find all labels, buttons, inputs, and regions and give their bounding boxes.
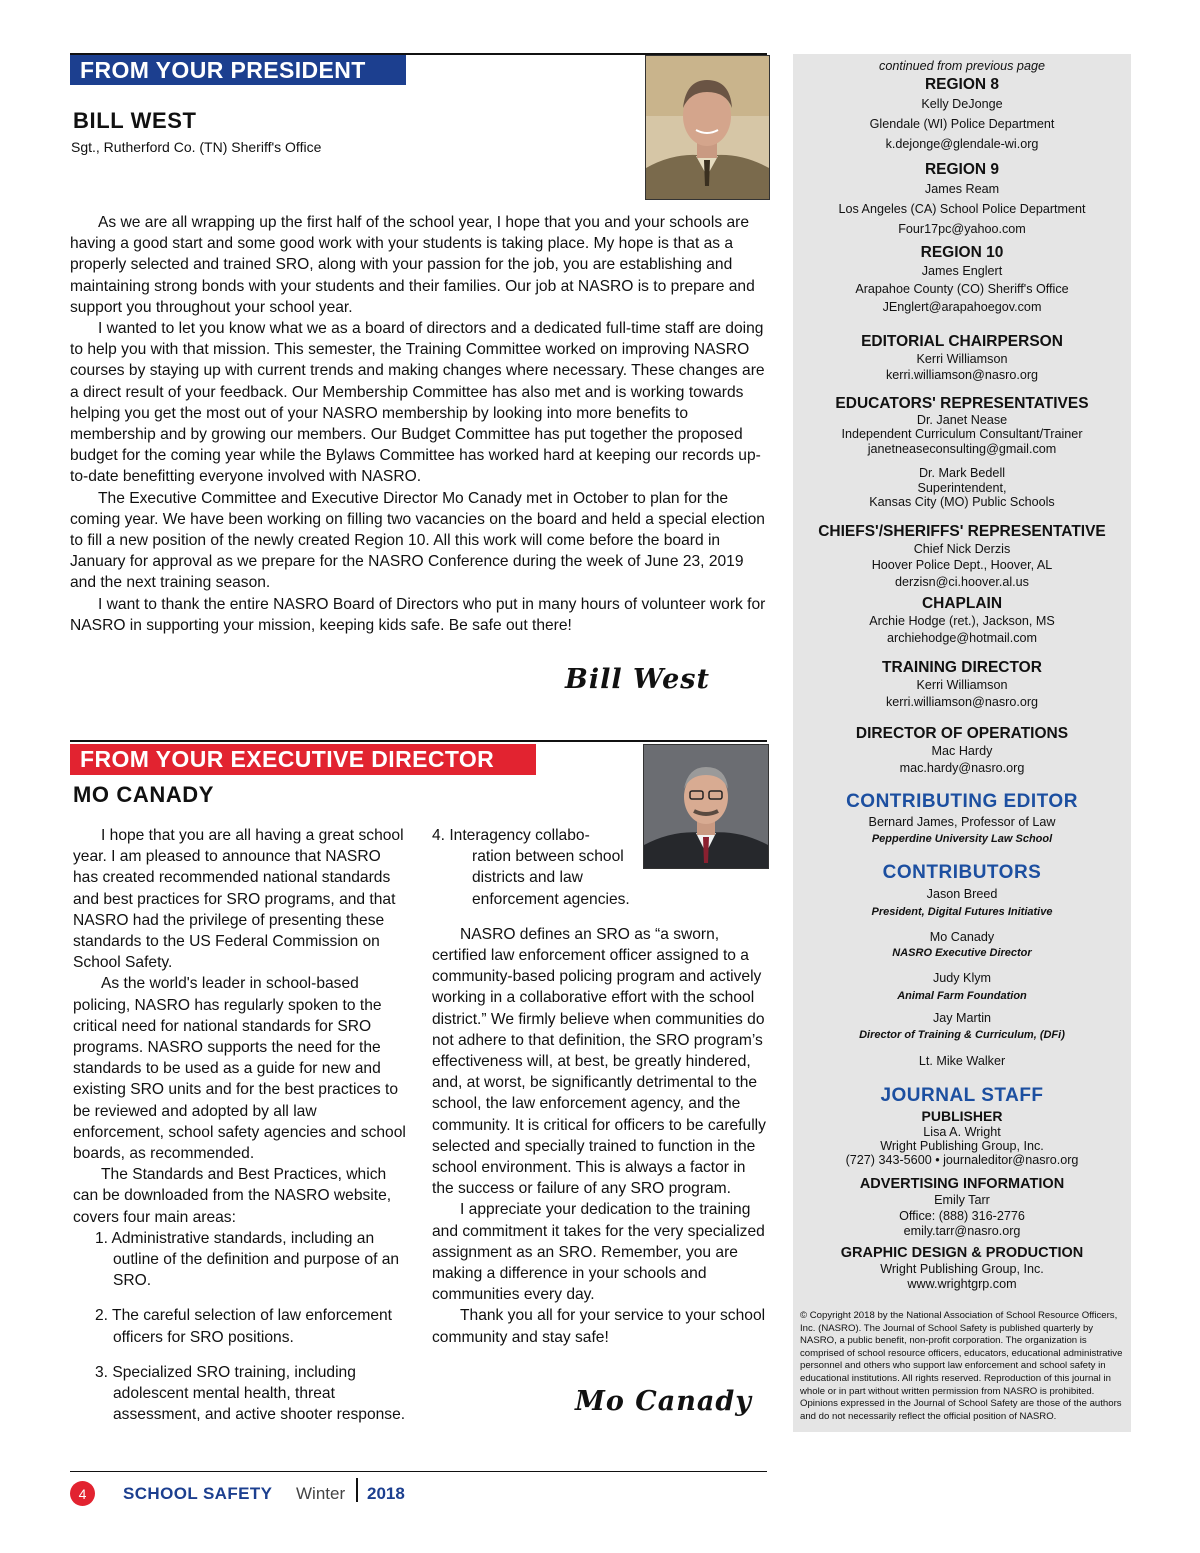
- region-title: REGION 9: [924, 160, 1000, 178]
- list-item-4: [432, 825, 768, 910]
- president-signature: Bill West: [565, 664, 710, 695]
- director-paragraph: NASRO defines an SRO as “a sworn, certified law enforcement officer assigned to a community-based policing program and actively working in a collaborative effort with the school district.” We firmly believe when communities do not adhere to that definition, the SRO program’s effectiveness will, at best, be greatly hindered, and, at worst, be significantly detrimental to the school, the law enforcement agency, and the community. It is critical for officers to be carefully selected and specially trained to function in the school environment. This is always a factor in the success or failure of any SRO program.: [432, 925, 766, 1198]
- copyright-notice: © Copyright 2018 by the National Association of School Resource Officers, Inc. (NASRO). The Journal of School Safety is published quarterly by NASRO, a public benefit, non-profit corporation. The organization is comprised of school resource officers, educators, educational administrative personnel and others who support law enforcement and school safety in educational institutions. All rights reserved. Reproduction of this journal in whole or in part without written permission from NASRO is prohibited. Opinions expressed in the Journal of School Safety are those of the authors and do not necessarily reflect the official position of NASRO.: [800, 1310, 1123, 1422]
- educators-line: janetneaseconsulting@gmail.com: [867, 441, 1057, 456]
- contributor-name: Jason Breed: [926, 887, 998, 901]
- director-paragraph: I hope that you are all having a great school year. I am pleased to announce that NASRO has created recommended national standards and best practices for SRO programs, and that NASRO had the privilege of presenting these standards to the US Federal Commission on School Safety.: [73, 827, 404, 972]
- contributing-editor-org: Pepperdine University Law School: [871, 832, 1053, 845]
- region-line: James Ream: [924, 181, 1000, 196]
- contributor-role: Director of Training & Curriculum, (DFi): [859, 1028, 1065, 1041]
- page-number-badge: [70, 1481, 95, 1506]
- region-line: Glendale (WI) Police Department: [869, 116, 1055, 131]
- list-item: 1. Administrative standards, including an outline of the definition and purpose of an SRO.: [95, 1229, 400, 1290]
- issue-season: Winter: [296, 1484, 346, 1503]
- advertising-line: Office: (888) 316-2776: [899, 1208, 1025, 1223]
- president-letter: [70, 212, 767, 636]
- chiefs-title: CHIEFS'/SHERIFFS' REPRESENTATIVE: [818, 522, 1106, 540]
- educators-line: Dr. Janet Nease: [916, 412, 1008, 427]
- region-title: REGION 8: [924, 75, 1000, 93]
- director-paragraph: I appreciate your dedication to the training and commitment it takes for the very specialized assignment as an SRO. Remember, you are making a difference in your schools and communities every day.: [432, 1201, 765, 1304]
- publisher-line: Wright Publishing Group, Inc.: [880, 1138, 1044, 1153]
- region-line: Kelly DeJonge: [921, 96, 1003, 111]
- region-line: JEnglert@arapahoegov.com: [882, 299, 1042, 314]
- director-header-text: FROM YOUR EXECUTIVE DIRECTOR: [80, 746, 495, 772]
- editorial-title: EDITORIAL CHAIRPERSON: [861, 332, 1063, 350]
- advertising-title: ADVERTISING INFORMATION: [859, 1175, 1065, 1192]
- advertising-line: emily.tarr@nasro.org: [903, 1223, 1021, 1238]
- president-photo: [645, 55, 770, 200]
- region-line: James Englert: [921, 263, 1003, 278]
- president-paragraph: I want to thank the entire NASRO Board of Directors who put in many hours of volunteer work for NASRO in supporting your mission, keeping kids safe. Be safe out there!: [70, 595, 766, 634]
- contributor-name: Jay Martin: [932, 1011, 992, 1025]
- training-title: TRAINING DIRECTOR: [882, 659, 1042, 676]
- director-paragraph: As the world's leader in school-based policing, NASRO has regularly spoken to the critical need for national standards for SRO programs. NASRO supports the need for the standards to be used as a guide for new and existing SRO units and for the best practices to be reviewed and adopted by all law enforcement, school safety agencies and school boards, as recommended.: [73, 975, 406, 1163]
- standards-list: [73, 1228, 409, 1426]
- list-item-4-lead: 4. Interagency collabo-: [432, 827, 590, 844]
- contributing-editor-title: CONTRIBUTING EDITOR: [846, 791, 1078, 812]
- president-title: Sgt., Rutherford Co. (TN) Sheriff's Office: [71, 139, 322, 155]
- region-line: k.dejonge@glendale-wi.org: [885, 136, 1039, 151]
- director-header-rule: [70, 740, 767, 742]
- contributors-title: CONTRIBUTORS: [882, 862, 1042, 883]
- region-title: REGION 10: [920, 243, 1004, 261]
- design-title: GRAPHIC DESIGN & PRODUCTION: [840, 1244, 1084, 1261]
- educators-line: Independent Curriculum Consultant/Trainer: [841, 427, 1083, 441]
- region-line: Arapahoe County (CO) Sheriff's Office: [855, 281, 1069, 296]
- publisher-line: Lisa A. Wright: [923, 1124, 1001, 1139]
- director-name: MO CANADY: [73, 782, 215, 807]
- chaplain-line: archiehodge@hotmail.com: [887, 630, 1037, 645]
- director-column-1: [73, 825, 409, 1439]
- footer-rule: [70, 1471, 767, 1472]
- president-paragraph: As we are all wrapping up the first half of the school year, I hope that you and your schools are having a good start and some good work with your students is taking place. My hope is that as a properly selected and trained SRO, along with your passion for the job, you are establishing and maintaining strong bonds with your students and their families. Our job at NASRO is to prepare and support you throughout your school year.: [70, 214, 755, 316]
- director-section-header: [70, 744, 536, 775]
- president-header-text: FROM YOUR PRESIDENT: [80, 56, 366, 83]
- contributor-role: President, Digital Futures Initiative: [871, 906, 1053, 918]
- director-paragraph: Thank you all for your service to your school community and stay safe!: [432, 1307, 766, 1346]
- operations-title: DIRECTOR OF OPERATIONS: [855, 725, 1069, 742]
- director-signature: Mo Canady: [575, 1386, 752, 1417]
- list-item: 3. Specialized SRO training, including adolescent mental health, threat assessment, and active shooter response.: [95, 1363, 406, 1424]
- board-directory: [793, 58, 1131, 1292]
- contributor-name: Mo Canady: [929, 929, 995, 944]
- chiefs-line: Hoover Police Dept., Hoover, AL: [871, 558, 1053, 572]
- editorial-line: Kerri Williamson: [916, 351, 1008, 366]
- operations-line: mac.hardy@nasro.org: [899, 760, 1025, 775]
- president-paragraph: I wanted to let you know what we as a board of directors and a dedicated full-time staff are doing to help you with that mission. This semester, the Training Committee worked on improving NASRO courses by staying up with current trends and making changes where necessary. These changes are a direct result of your feedback. Our Membership Committee has also met and is working towards helping you get the most out of your NASRO membership by looking into more benefits to membership and by growing our members. Our Budget Committee has put together the proposed budget for the coming year while the Bylaws Committee has worked hard at keeping our records up-to-date benefitting everyone involved with NASRO.: [70, 320, 765, 486]
- president-name: BILL WEST: [73, 108, 197, 133]
- region-line: Four17pc@yahoo.com: [898, 221, 1026, 236]
- director-column-2: [432, 825, 768, 1348]
- editorial-line: kerri.williamson@nasro.org: [885, 368, 1039, 382]
- training-line: kerri.williamson@nasro.org: [885, 694, 1039, 709]
- continued-note: continued from previous page: [879, 59, 1045, 73]
- magazine-name: SCHOOL SAFETY: [123, 1484, 273, 1503]
- operations-line: Mac Hardy: [931, 744, 993, 758]
- footer-divider: [356, 1478, 358, 1502]
- list-item-4-cont: ration between school districts and law enforcement agencies.: [472, 848, 630, 908]
- journal-staff-title: JOURNAL STAFF: [880, 1084, 1044, 1106]
- president-section-header: [70, 55, 406, 85]
- region-line: Los Angeles (CA) School Police Department: [838, 201, 1086, 216]
- contributor-name: Lt. Mike Walker: [918, 1054, 1006, 1068]
- contributing-editor-name: Bernard James, Professor of Law: [868, 815, 1056, 829]
- list-item: 2. The careful selection of law enforcement officers for SRO positions.: [95, 1307, 393, 1346]
- educators-line: Dr. Mark Bedell: [918, 466, 1006, 480]
- contributor-name: Judy Klym: [932, 970, 992, 985]
- design-line: www.wrightgrp.com: [907, 1276, 1017, 1291]
- director-paragraph: The Standards and Best Practices, which can be downloaded from the NASRO website, covers four main areas:: [73, 1166, 392, 1226]
- educators-title: EDUCATORS' REPRESENTATIVES: [835, 394, 1089, 412]
- president-paragraph: The Executive Committee and Executive Director Mo Canady met in October to plan for the coming year. We have been working on filling two vacancies on the board and held a special election to fill a new position of the newly created Region 10. All this work will come before the board in January for approval as we prepare for the NASRO Conference during the week of June 23, 2019 and the next training season.: [70, 489, 765, 592]
- chaplain-line: Archie Hodge (ret.), Jackson, MS: [869, 614, 1055, 628]
- advertising-line: Emily Tarr: [934, 1192, 990, 1207]
- issue-year: 2018: [367, 1484, 405, 1503]
- page-number: 4: [78, 1485, 87, 1502]
- chiefs-line: Chief Nick Derzis: [913, 541, 1011, 556]
- publisher-line: (727) 343-5600 • journaleditor@nasro.org: [845, 1152, 1079, 1167]
- publisher-title: PUBLISHER: [921, 1107, 1003, 1124]
- design-line: Wright Publishing Group, Inc.: [880, 1261, 1044, 1276]
- contributor-role: Animal Farm Foundation: [897, 990, 1027, 1002]
- chaplain-title: CHAPLAIN: [921, 595, 1003, 612]
- training-line: Kerri Williamson: [916, 678, 1008, 692]
- contributor-role: NASRO Executive Director: [892, 947, 1032, 959]
- chiefs-line: derzisn@ci.hoover.al.us: [895, 574, 1029, 589]
- educators-line: Superintendent,: [917, 480, 1007, 495]
- educators-line: Kansas City (MO) Public Schools: [869, 495, 1055, 509]
